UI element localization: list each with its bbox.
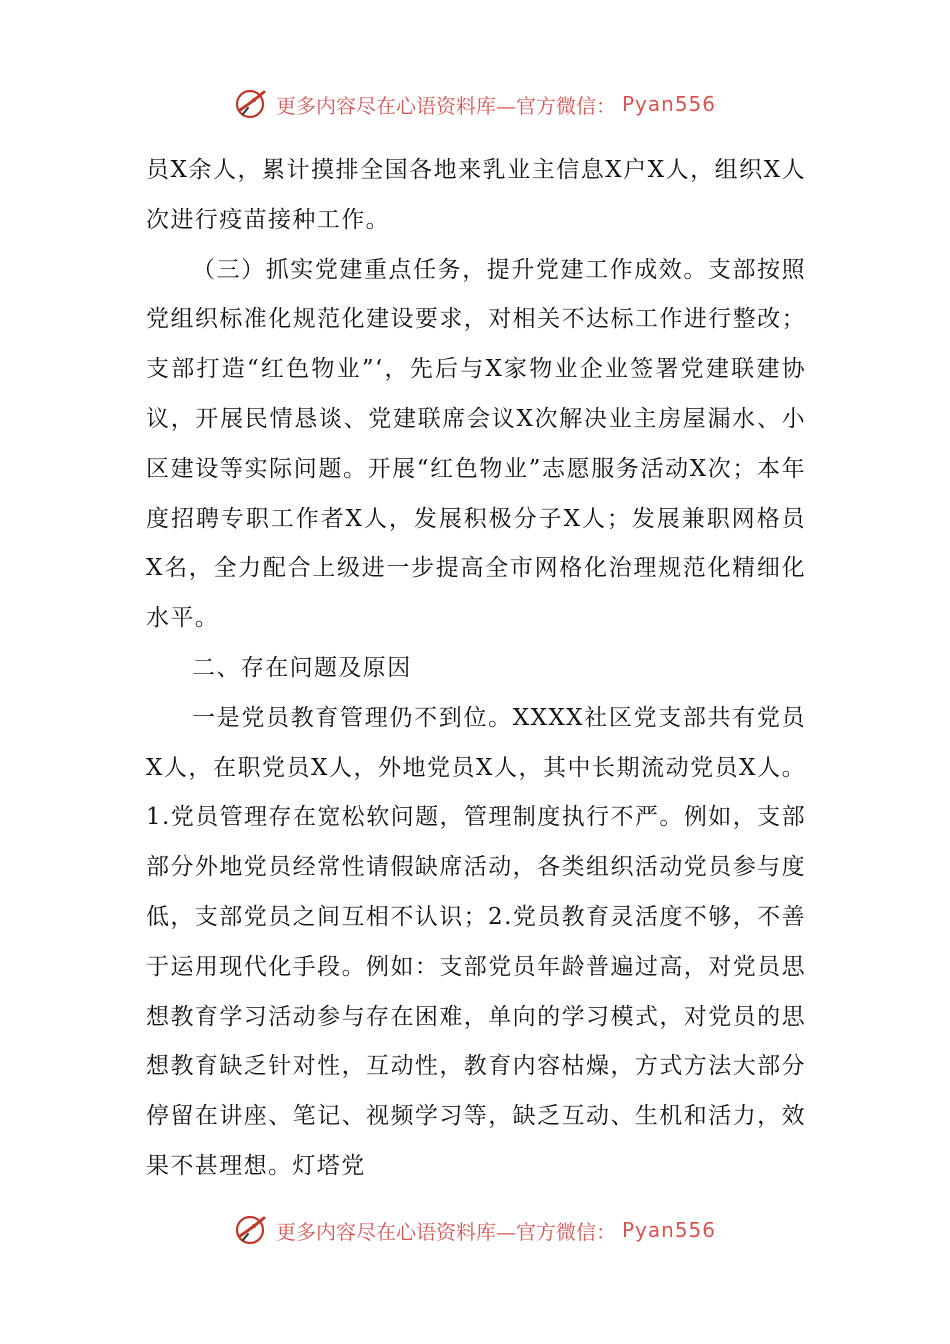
banner-wechat-id: Pyan556	[621, 1218, 716, 1242]
pen-emblem-icon	[234, 86, 270, 122]
banner-wechat-id: Pyan556	[621, 92, 716, 116]
paragraph-continuation: 员X余人，累计摸排全国各地来乳业主信息X户X人，组织X人次进行疫苗接种工作。	[146, 157, 806, 233]
section-heading: 二、存在问题及原因	[192, 654, 412, 681]
banner-slogan: 更多内容尽在心语资料库—官方微信：	[275, 1219, 616, 1244]
banner-slogan: 更多内容尽在心语资料库—官方微信：	[275, 93, 616, 118]
paragraph-section-three: （三）抓实党建重点任务，提升党建工作成效。支部按照党组织标准化规范化建设要求，对相关不达标工作进行整改；支部打造“红色物业”‘，先后与X家物业企业签署党建联建协议，开展民情恳谈、党建联席会议X次解决业主房屋漏水、小区建设等实际问题。开展“红色物业”志愿服务活动X次；本年度招聘专职工作者X人，发展积极分子X人；发展兼职网格员X名，全力配合上级进一步提高全市网格化治理规范化精细化水平。	[146, 256, 806, 632]
pen-emblem-icon	[234, 1212, 270, 1248]
paragraph-problem-one: 一是党员教育管理仍不到位。XXXX社区党支部共有党员X人，在职党员X人，外地党员X人，其中长期流动党员X人。1.党员管理存在宽松软问题，管理制度执行不严。例如，支部部分外地党员经常性请假缺席活动，各类组织活动党员参与度低，支部党员之间互相不认识；2.党员教育灵活度不够，不善于运用现代化手段。例如：支部党员年龄普遍过高，对党员思想教育学习活动参与存在困难，单向的学习模式，对党员的思想教育缺乏针对性，互动性，教育内容枯燥，方式方法大部分停留在讲座、笔记、视频学习等，缺乏互动、生机和活力，效果不甚理想。灯塔党	[146, 704, 806, 1179]
footer-banner	[0, 1210, 950, 1250]
header-banner	[0, 84, 950, 124]
document-body	[146, 146, 806, 1192]
